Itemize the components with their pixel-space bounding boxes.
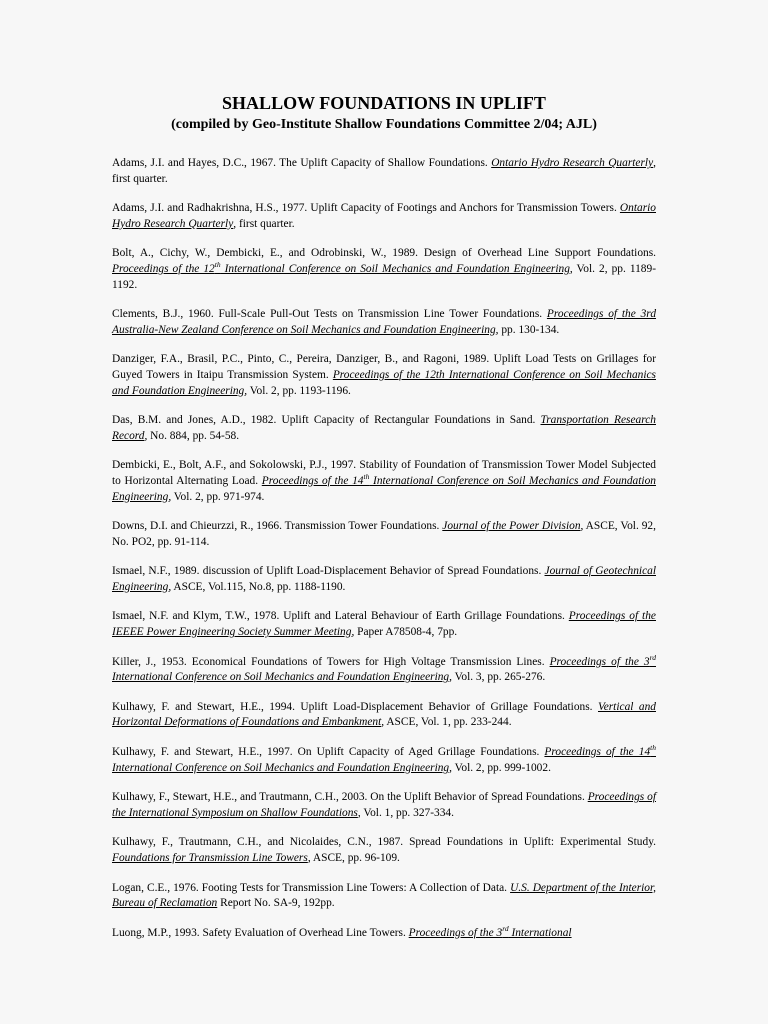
reference-entry bbox=[112, 246, 656, 293]
reference-source-text: Proceedings of the International Symposium on Shallow Foundations bbox=[112, 791, 656, 819]
reference-text: , ASCE, Vol.115, No.8, pp. 1188-1190. bbox=[168, 580, 346, 593]
reference-source-text: International Conference on Soil Mechanics and Foundation Engineering bbox=[112, 474, 656, 503]
reference-entry bbox=[112, 923, 656, 942]
reference-entry bbox=[112, 652, 656, 686]
reference-source-text: Transportation Research Record bbox=[112, 414, 656, 442]
reference-text: , ASCE, Vol. 1, pp. 233-244. bbox=[381, 716, 512, 729]
reference-text: , Vol. 3, pp. 265-276. bbox=[449, 671, 546, 684]
reference-source-text: International Conference on Soil Mechanics and Foundation Engineering bbox=[112, 671, 450, 684]
reference-text: Kulhawy, F., Stewart, H.E., and Trautmann, C.H., 2003. On the Uplift Behavior of Spread Foundations. bbox=[112, 791, 588, 804]
reference-entry bbox=[112, 519, 656, 550]
reference-source-text: rd bbox=[649, 652, 656, 662]
document-subtitle: (compiled by Geo-Institute Shallow Foundations Committee 2/04; AJL) bbox=[171, 117, 597, 132]
reference-source-text: rd bbox=[502, 923, 509, 933]
reference-text: , pp. 130-134. bbox=[495, 323, 560, 336]
reference-source-text: th bbox=[214, 260, 221, 270]
reference-source-text: Journal of Geotechnical Engineering bbox=[112, 565, 656, 593]
reference-text: , Vol. 2, pp. 1189-1192. bbox=[112, 262, 656, 291]
reference-text: , ASCE, pp. 96-109. bbox=[307, 852, 400, 864]
reference-text: Logan, C.E., 1976. Footing Tests for Transmission Line Towers: A Collection of Data. bbox=[112, 881, 511, 894]
reference-source-text: Proceedings of the 12 bbox=[112, 262, 215, 275]
reference-entry bbox=[112, 881, 656, 912]
reference-entry bbox=[112, 352, 656, 399]
reference-superscript bbox=[649, 652, 656, 668]
reference-source-text: Proceedings of the 14 bbox=[544, 746, 651, 759]
reference-superscript bbox=[650, 743, 656, 758]
reference-text: Ismael, N.F., 1989. discussion of Uplift Load-Displacement Behavior of Spread Foundations. bbox=[112, 565, 545, 578]
reference-entry bbox=[112, 307, 656, 338]
reference-source-text: Journal of the Power Division bbox=[442, 520, 581, 533]
reference-source-text: U.S. Department of the Interior, Bureau of Reclamation bbox=[112, 881, 656, 910]
reference-entry bbox=[112, 835, 656, 866]
reference-text: Bolt, A., Cichy, W., Dembicki, E., and Odrobinski, W., 1989. Design of Overhead Line Support Foundations. bbox=[112, 247, 656, 260]
reference-source-text: Proceedings of the 3rd Australia-New Zealand Conference on Soil Mechanics and Foundation Engineering bbox=[112, 308, 657, 336]
reference-entry bbox=[112, 745, 656, 776]
reference-entry bbox=[112, 609, 656, 640]
document-title: SHALLOW FOUNDATIONS IN UPLIFT bbox=[222, 93, 546, 113]
reference-source-text: International Conference on Soil Mechanics and Foundation Engineering bbox=[112, 761, 450, 774]
reference-list bbox=[112, 156, 656, 941]
reference-text: Ismael, N.F. and Klym, T.W., 1978. Uplift and Lateral Behaviour of Earth Grillage Foundations. bbox=[112, 610, 569, 623]
reference-text: Clements, B.J., 1960. Full-Scale Pull-Out Tests on Transmission Line Tower Foundations. bbox=[112, 308, 547, 321]
reference-text: , first quarter. bbox=[233, 217, 295, 230]
reference-text: Luong, M.P., 1993. Safety Evaluation of Overhead Line Towers. bbox=[112, 926, 409, 939]
reference-text: Das, B.M. and Jones, A.D., 1982. Uplift Capacity of Rectangular Foundations in Sand. bbox=[112, 414, 541, 427]
reference-entry bbox=[112, 458, 656, 505]
reference-entry bbox=[112, 564, 656, 595]
reference-entry bbox=[112, 700, 656, 731]
reference-source-text: Proceedings of the 14 bbox=[261, 474, 364, 487]
reference-source-text: th bbox=[363, 472, 370, 482]
reference-text: Killer, J., 1953. Economical Foundations of Towers for High Voltage Transmission Lines. bbox=[112, 655, 550, 668]
reference-entry bbox=[112, 790, 656, 821]
reference-source-text: Ontario Hydro Research Quarterly bbox=[112, 202, 656, 230]
reference-text: Dembicki, E., Bolt, A.F., and Sokolowski, P.J., 1997. Stability of Foundation of Transmission Tower Model Subjected to Horizontal Alternating Load. bbox=[112, 459, 656, 487]
reference-source-text: th bbox=[650, 743, 656, 753]
reference-source-text: Proceedings of the 12th International Conference on Soil Mechanics and Foundation Engineering bbox=[112, 368, 656, 397]
reference-text: , Vol. 2, pp. 971-974. bbox=[168, 490, 265, 503]
reference-text: Kulhawy, F. and Stewart, H.E., 1994. Uplift Load-Displacement Behavior of Grillage Foundations. bbox=[112, 700, 598, 713]
reference-source-text: Foundations for Transmission Line Towers bbox=[112, 852, 308, 864]
reference-source-text: International bbox=[508, 926, 572, 939]
reference-entry bbox=[112, 156, 656, 187]
reference-text: Report No. SA-9, 192pp. bbox=[217, 897, 335, 910]
reference-source-text: Ontario Hydro Research Quarterly bbox=[491, 157, 654, 169]
reference-text: Danziger, F.A., Brasil, P.C., Pinto, C., Pereira, Danziger, B., and Ragoni, 1989. Uplift Load Tests on Grillages for Guyed Towers in Itaipu Transmission System. bbox=[112, 353, 656, 381]
reference-text: Adams, J.I. and Hayes, D.C., 1967. The Uplift Capacity of Shallow Foundations. bbox=[112, 157, 492, 169]
reference-text: , Paper A78508-4, 7pp. bbox=[351, 626, 458, 639]
reference-text: , No. 884, pp. 54-58. bbox=[144, 429, 240, 442]
reference-source-text: Proceedings of the IEEEE Power Engineering Society Summer Meeting bbox=[112, 610, 656, 639]
reference-text: Kulhawy, F., Trautmann, C.H., and Nicolaides, C.N., 1987. Spread Foundations in Uplift: Experimental Study. bbox=[112, 836, 656, 849]
reference-source-text: International Conference on Soil Mechanics and Foundation Engineering bbox=[220, 262, 570, 275]
reference-source-text: Proceedings of the 3 bbox=[549, 655, 650, 668]
reference-text: Kulhawy, F. and Stewart, H.E., 1997. On Uplift Capacity of Aged Grillage Foundations. bbox=[112, 746, 545, 759]
reference-text: , first quarter. bbox=[112, 157, 656, 185]
reference-source-text: Proceedings of the 3 bbox=[408, 926, 503, 939]
reference-text: , Vol. 2, pp. 1193-1196. bbox=[244, 384, 351, 397]
reference-text: , Vol. 1, pp. 327-334. bbox=[357, 806, 454, 819]
reference-text: Downs, D.I. and Chieurzzi, R., 1966. Transmission Tower Foundations. bbox=[112, 520, 443, 533]
reference-entry bbox=[112, 201, 656, 232]
reference-text: , Vol. 2, pp. 999-1002. bbox=[449, 761, 551, 774]
reference-text: , ASCE, Vol. 92, No. PO2, pp. 91-114. bbox=[112, 520, 656, 548]
reference-source-text: Vertical and Horizontal Deformations of Foundations and Embankment bbox=[112, 700, 656, 729]
reference-text: Adams, J.I. and Radhakrishna, H.S., 1977. Uplift Capacity of Footings and Anchors for Transmission Towers. bbox=[112, 202, 620, 215]
reference-entry bbox=[112, 413, 656, 444]
